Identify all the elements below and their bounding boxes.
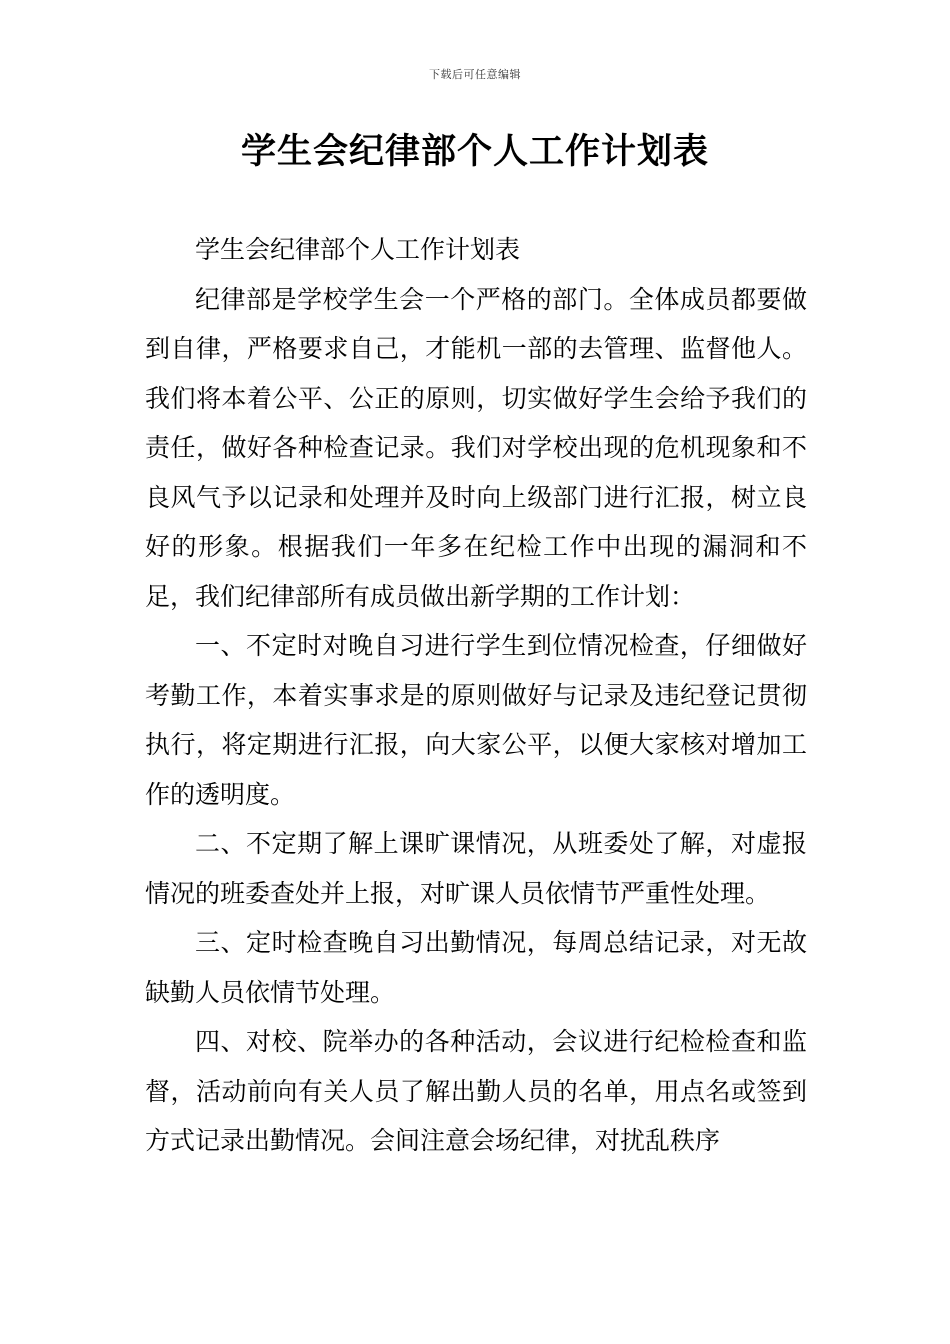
paragraph-item-1: 一、不定时对晚自习进行学生到位情况检查，仔细做好考勤工作，本着实事求是的原则做好与记录及违纪登记贯彻执行，将定期进行汇报，向大家公平，以便大家核对增加工作的透明度。: [145, 631, 807, 809]
document-title: 学生会纪律部个人工作计划表: [240, 132, 709, 172]
page-header-note: 下载后可任意编辑: [429, 68, 521, 81]
paragraph-item-3: 三、定时检查晚自习出勤情况，每周总结记录，对无故缺勤人员依情节处理。: [145, 928, 807, 1007]
paragraph-intro: 纪律部是学校学生会一个严格的部门。全体成员都要做到自律，严格要求自己，才能机一部的去管理、监督他人。我们将本着公平、公正的原则，切实做好学生会给予我们的责任，做好各种检查记录。我们对学校出现的危机现象和不良风气予以记录和处理并及时向上级部门进行汇报，树立良好的形象。根据我们一年多在纪检工作中出现的漏洞和不足，我们纪律部所有成员做出新学期的工作计划：: [145, 284, 807, 611]
paragraph-item-2: 二、不定期了解上课旷课情况，从班委处了解，对虚报情况的班委查处并上报，对旷课人员依情节严重性处理。: [145, 829, 807, 908]
paragraph-item-4: 四、对校、院举办的各种活动，会议进行纪检检查和监督，活动前向有关人员了解出勤人员的名单，用点名或签到方式记录出勤情况。会间注意会场纪律，对扰乱秩序: [145, 1027, 807, 1155]
paragraph-subtitle: 学生会纪律部个人工作计划表: [195, 235, 521, 264]
document-body: [145, 225, 807, 1166]
